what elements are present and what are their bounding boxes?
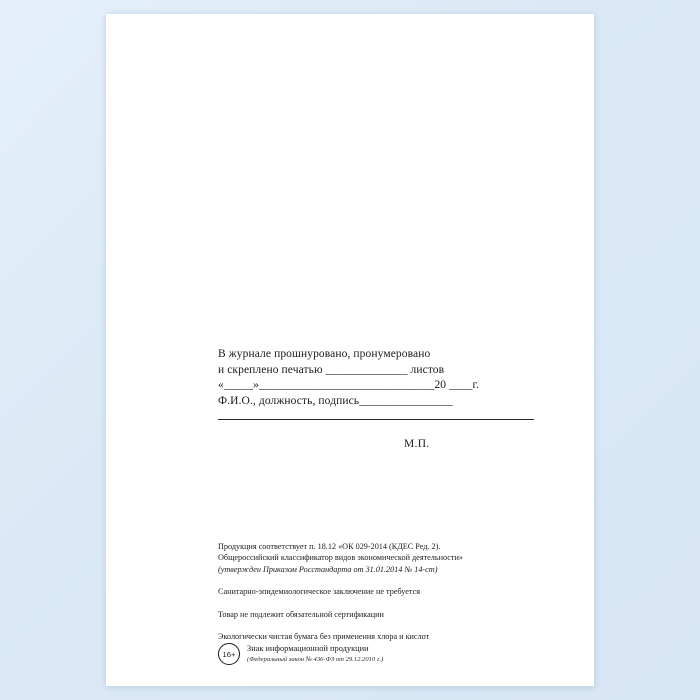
legal-line-2: Общероссийский классификатор видов экономической деятельности»	[218, 553, 463, 563]
legal-line-1: Продукция соответствует п. 18.12 «ОК 029-2014 (КДЕС Ред. 2).	[218, 542, 441, 551]
attestation-line-2: и скреплено печатью ______________ листов	[218, 363, 445, 376]
document-content	[106, 14, 594, 686]
legal-line-6: Экологически чистая бумага без применения хлора и кислот	[218, 632, 430, 642]
legal-spacer-2	[218, 598, 558, 609]
information-mark-subtitle: (Федеральный закон № 436-ФЗ от 29.12.2010 г.)	[247, 655, 384, 663]
stamp-label: М.П.	[404, 438, 430, 450]
legal-spacer-3	[218, 620, 558, 631]
attestation-block	[218, 347, 548, 420]
information-mark-texts	[247, 644, 383, 664]
age-rating-icon: 16+	[218, 643, 240, 665]
legal-line-3: (утвержден Приказом Росстандарта от 31.01.2014 № 14-ст)	[218, 564, 438, 574]
attestation-line-1: В журнале прошнуровано, пронумеровано	[218, 348, 431, 360]
attestation-line-3: «_____»______________________________20 ____г.	[218, 379, 480, 391]
information-mark-title: Знак информационной продукции	[247, 644, 369, 654]
legal-line-4: Санитарно-эпидемиологическое заключение не требуется	[218, 587, 420, 597]
attestation-line-4: Ф.И.О., должность, подпись________________	[218, 394, 453, 407]
attestation-signature-rule	[218, 410, 534, 420]
legal-block	[218, 541, 558, 642]
legal-spacer-1	[218, 575, 558, 586]
document-page	[106, 14, 594, 686]
legal-line-5: Товар не подлежит обязательной сертификации	[218, 609, 384, 619]
information-mark	[218, 643, 383, 665]
